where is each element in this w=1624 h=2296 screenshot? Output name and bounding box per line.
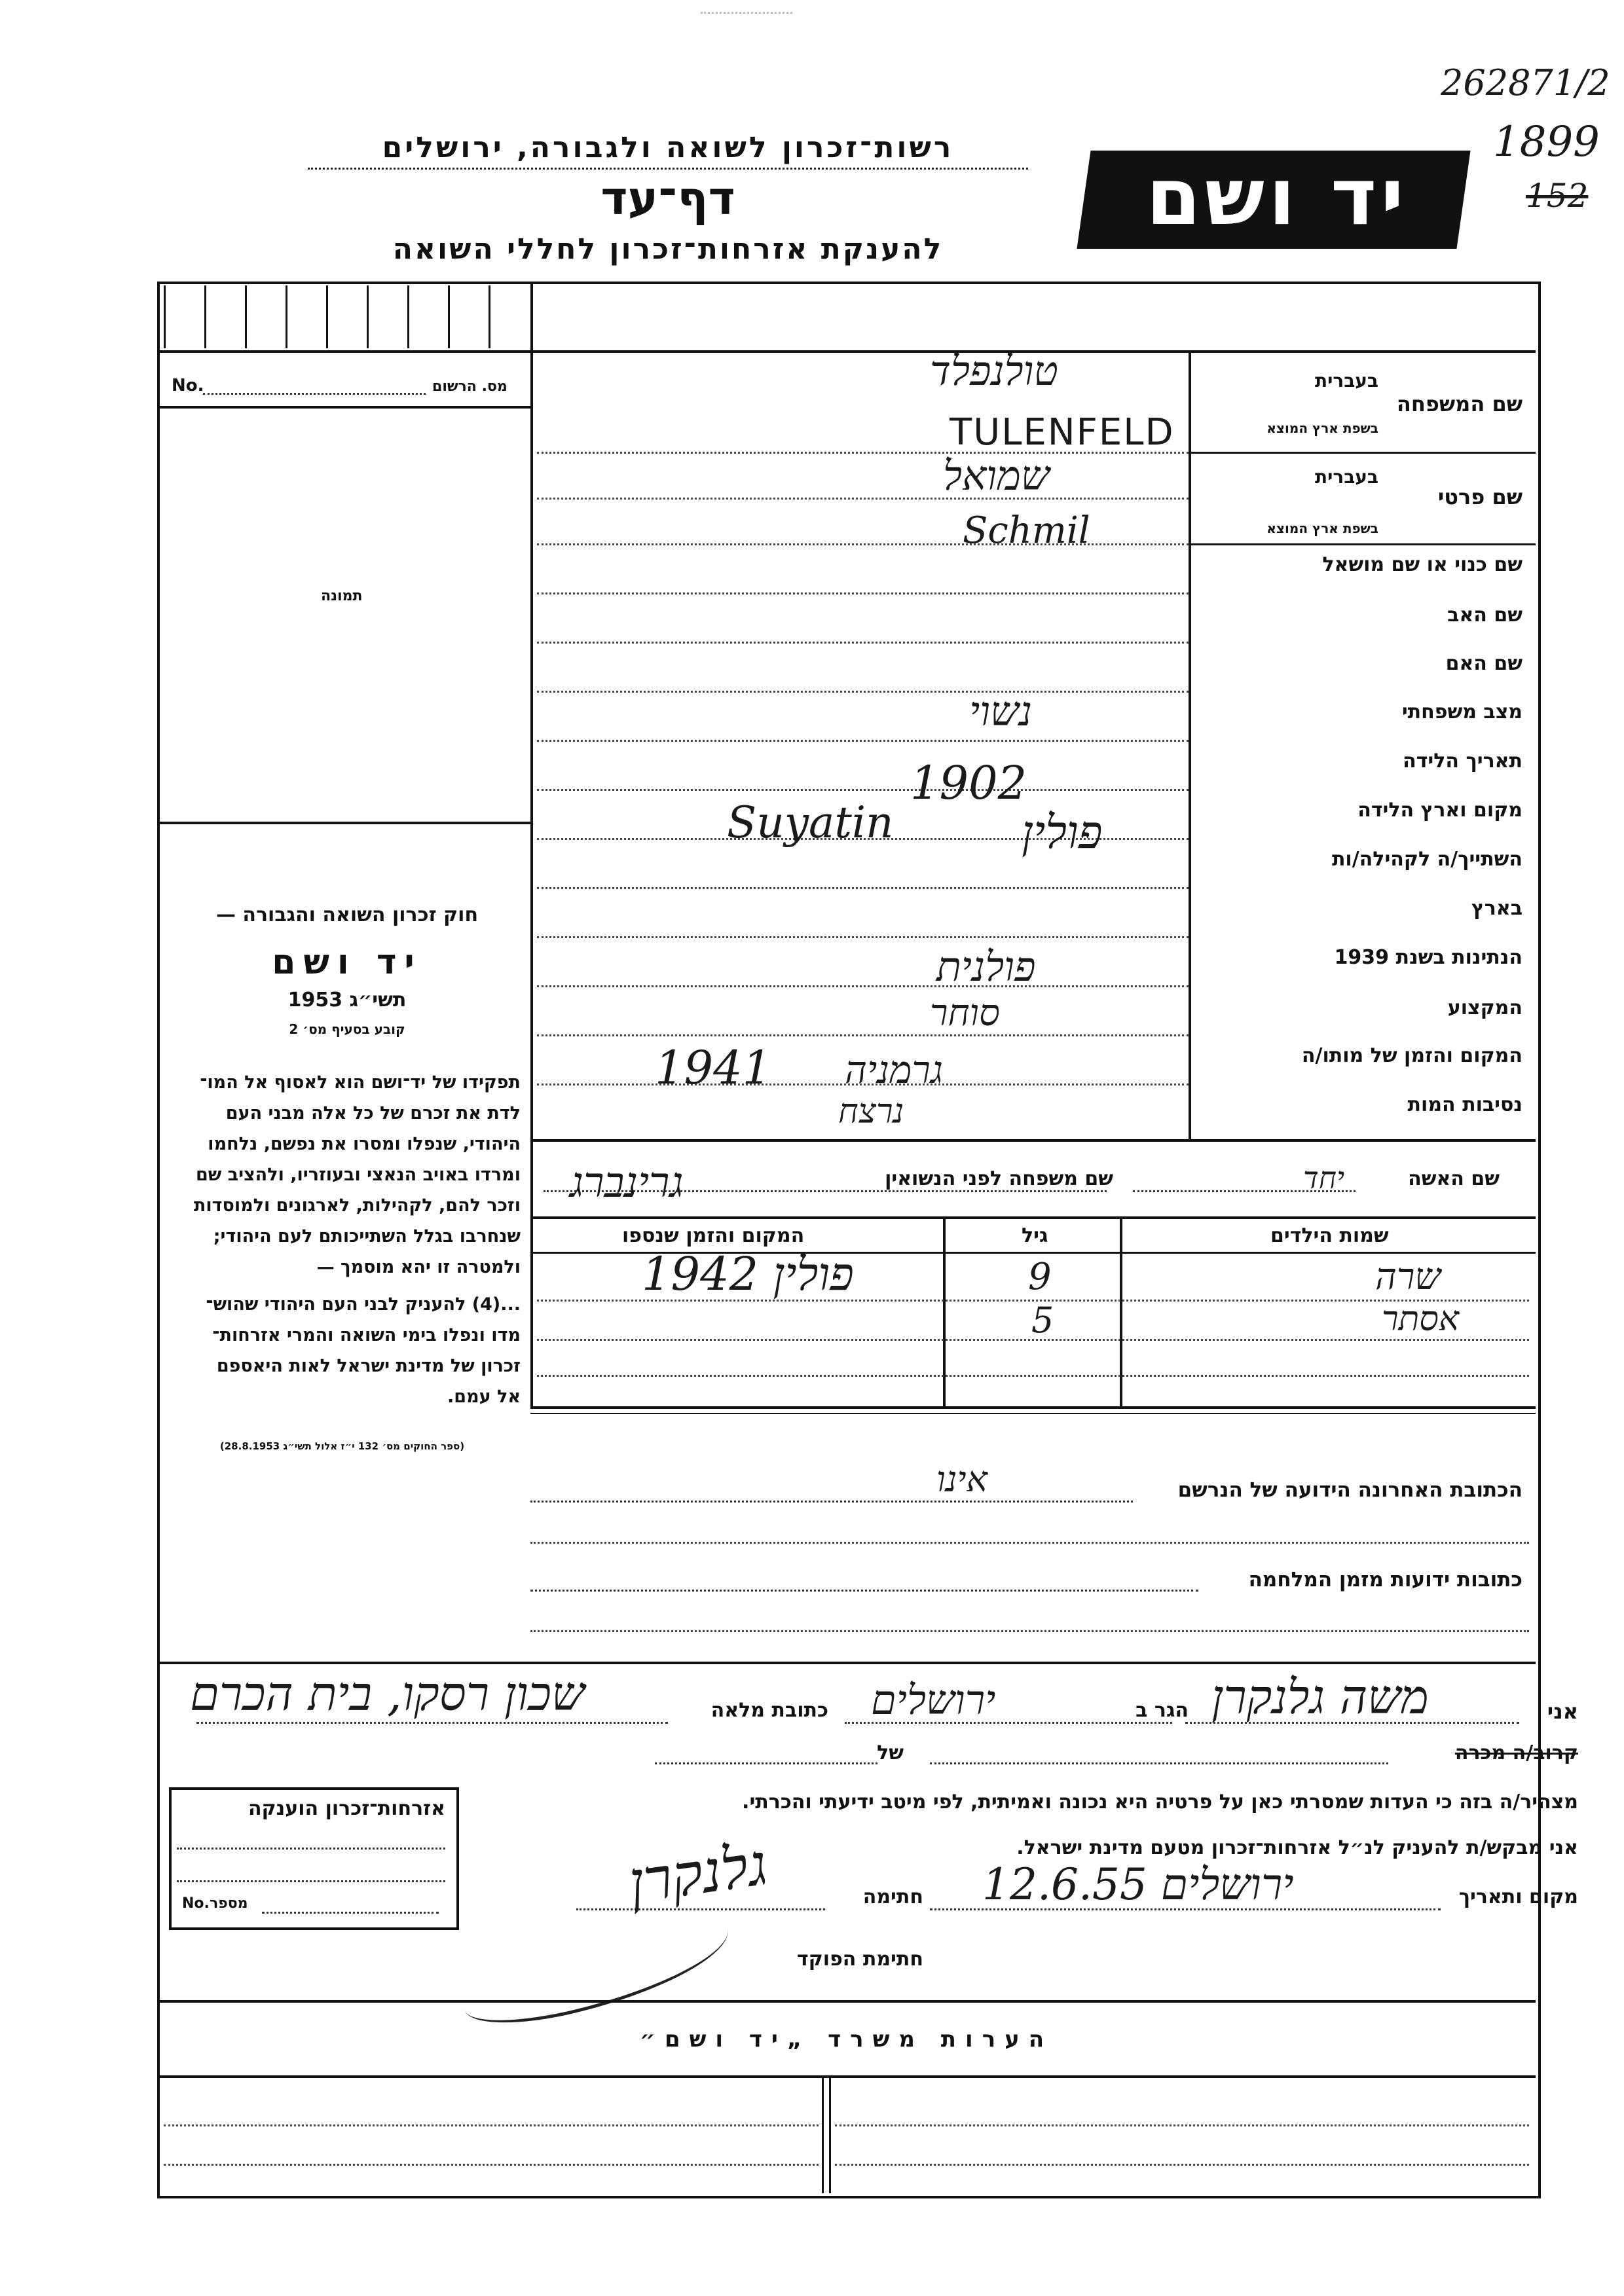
law-reference: (ספר החוקים מס׳ 132 י״ז אלול תשי״ג 28.8.1953) xyxy=(219,1440,465,1452)
office-notes-label: הערות משרד „יד ושם״ xyxy=(639,2026,1054,2052)
death-label: המקום והזמן של מותו/ה xyxy=(1301,1044,1522,1067)
wife-label: שם האשה xyxy=(1408,1167,1500,1190)
father-label: שם האב xyxy=(1447,604,1522,627)
declarant-i-label: אני xyxy=(1547,1699,1578,1724)
relation-label: קרוב/ה מכרה xyxy=(1454,1741,1578,1764)
birthdate-value: 1902 xyxy=(910,756,1027,810)
last-address-value: אינו xyxy=(936,1459,987,1500)
relation-dots xyxy=(930,1762,1388,1764)
first-name-in-hebrew: בעברית xyxy=(1314,466,1378,488)
wartime-address-label: כתובות ידועות מזמן המלחמה xyxy=(1248,1568,1522,1592)
profession-label: המקצוע xyxy=(1447,996,1522,1019)
law-title: חוק זכרון השואה והגבורה — xyxy=(215,903,479,926)
wife-value: יחד xyxy=(1303,1160,1345,1195)
declarant-signature: גלנקרן xyxy=(624,1830,771,1917)
circumstances-label: נסיבות המות xyxy=(1407,1093,1522,1116)
last-address-dots xyxy=(530,1501,1133,1503)
child-name: אסתר xyxy=(1382,1300,1460,1339)
law-line: אל עמם. xyxy=(447,1387,521,1407)
scan-mark xyxy=(701,12,792,20)
child-name: שרה xyxy=(1375,1256,1441,1298)
declarant-full-address: שכון רסקו, בית הכרם xyxy=(190,1666,585,1721)
corner-number-1: 262871/2 xyxy=(1441,62,1610,103)
community-label: השתייך/ה לקהילה/ות xyxy=(1331,848,1522,871)
page-subtitle: להענקת אזרחות־זכרון לחללי השואה xyxy=(392,232,944,266)
page-title: דף־עד xyxy=(600,172,735,225)
marital-value: נשוי xyxy=(969,687,1033,735)
law-line: ...(4) להעניק לבני העם היהודי שהוש־ xyxy=(206,1294,521,1315)
birthplace-label: מקום וארץ הלידה xyxy=(1357,799,1522,822)
memorial-box-line xyxy=(177,1880,445,1882)
of-label: של xyxy=(877,1741,904,1764)
first-name-hebrew-value: שמואל xyxy=(943,452,1050,500)
children-names-header: שמות הילדים xyxy=(1270,1224,1389,1247)
family-name-hebrew-value: טולנפלד xyxy=(930,347,1058,395)
children-age-header: גיל xyxy=(1022,1224,1048,1247)
yad-vashem-logo-text: יד ושם xyxy=(1146,152,1408,243)
child-age: 5 xyxy=(1031,1300,1054,1341)
last-address-label: הכתובת האחרונה הידועה של הנרשם xyxy=(1177,1478,1522,1502)
reg-no-label: מס. הרשום xyxy=(432,378,507,395)
memorial-box-no: No. xyxy=(182,1895,210,1912)
request-text: אני מבקש/ת להעניק לנ״ל אזרחות־זכרון מטעם מדינת ישראל. xyxy=(1016,1836,1578,1859)
authority-name: רשות־זכרון לשואה ולגבורה, ירושלים xyxy=(382,131,954,164)
memorial-box-number-label: מספר xyxy=(210,1895,248,1912)
officer-signature-label: חתימת הפוקד xyxy=(797,1948,923,1971)
nickname-label: שם כנוי או שם מושאל xyxy=(1322,553,1522,576)
reg-no-prefix: No. xyxy=(172,376,204,395)
law-line: תפקידו של יד־ושם הוא לאסוף אל המו־ xyxy=(200,1072,521,1093)
family-name-in-hebrew: בעברית xyxy=(1314,370,1378,392)
law-line: היהודי, שנפלו ומסרו את נפשם, נלחמו xyxy=(208,1134,521,1154)
maiden-name-value: גרינברג xyxy=(570,1159,684,1207)
photo-label: תמונה xyxy=(321,588,363,604)
child-where: 1942 פולין xyxy=(642,1247,854,1301)
family-name-label: שם המשפחה xyxy=(1396,392,1522,416)
birthplace-country-value: פולין xyxy=(1022,805,1103,859)
family-name-origin-value: TULENFELD xyxy=(950,411,1175,454)
birthplace-value: Suyatin xyxy=(727,797,894,848)
memorial-box-title: אזרחות־זכרון הוענקה xyxy=(248,1797,445,1820)
family-name-in-origin: בשפת ארץ המוצא xyxy=(1266,420,1378,436)
law-line: וזכר להם, לקהילות, לארגונים ולמוסדות xyxy=(193,1195,521,1216)
birthdate-label: תאריך הלידה xyxy=(1403,750,1522,773)
first-name-in-origin: בשפת ארץ המוצא xyxy=(1266,520,1378,536)
law-line: ומרדו באויב הנאצי ובעוזריו, ולהציב שם xyxy=(195,1165,521,1185)
mother-label: שם האם xyxy=(1445,652,1522,675)
death-place-value: גרמניה xyxy=(845,1048,944,1092)
law-text xyxy=(164,1067,521,1412)
authority-underline xyxy=(308,168,1028,170)
death-circumstances-value: נרצח xyxy=(838,1092,904,1131)
child-age: 9 xyxy=(1028,1256,1052,1298)
law-clause: קובע בסעיף מס׳ 2 xyxy=(289,1021,405,1037)
memorial-box-number-dots xyxy=(262,1912,439,1914)
law-line: שנחרבו בגלל השתייכותם לעם היהודי; xyxy=(213,1226,521,1247)
of-dots xyxy=(655,1762,877,1764)
law-year: תשי״ג 1953 xyxy=(287,989,407,1011)
profession-value: סוחר xyxy=(930,992,1000,1034)
country-label: בארץ xyxy=(1471,897,1522,920)
place-date-label: מקום ותאריך xyxy=(1458,1886,1578,1908)
corner-number-3: 152 xyxy=(1526,177,1589,215)
signature-label: חתימה xyxy=(862,1886,923,1908)
children-where-header: המקום והזמן שנספו xyxy=(622,1224,805,1247)
marital-label: מצב משפחתי xyxy=(1401,701,1522,723)
law-line: זכרון של מדינת ישראל לאות היאספם xyxy=(216,1356,521,1376)
wartime-address-dots xyxy=(530,1590,1198,1592)
place-date-value: ירושלים 12.6.55 xyxy=(982,1859,1294,1910)
memorial-box-line xyxy=(177,1848,445,1850)
citizenship-label: הנתינות בשנת 1939 xyxy=(1334,946,1522,969)
full-address-dots xyxy=(196,1722,668,1724)
declarant-name: משה גלנקרן xyxy=(1211,1669,1429,1724)
death-year-value: 1941 xyxy=(655,1041,772,1095)
law-line: ולמטרה זו יהא מוסמך — xyxy=(316,1257,521,1277)
full-address-label: כתובת מלאה xyxy=(710,1699,828,1722)
corner-number-2: 1899 xyxy=(1493,118,1600,166)
first-name-label: שם פרטי xyxy=(1437,484,1522,509)
declarant-city: ירושלים xyxy=(871,1676,996,1724)
law-line: מדו ונפלו בימי השואה והמרי אזרחות־ xyxy=(212,1325,521,1345)
declare-text: מצהיר/ה בזה כי העדות שמסרתי כאן על פרטיה היא נכונה ואמיתית, לפי מיטב ידיעתי והכרתי. xyxy=(742,1791,1578,1813)
law-line: לדת את זכרם של כל אלה מבני העם xyxy=(225,1103,521,1123)
code-boxes xyxy=(164,285,527,348)
reg-no-dots xyxy=(203,393,426,395)
maiden-name-label: שם משפחה לפני הנשואין xyxy=(885,1167,1113,1190)
citizenship-value: פולנית xyxy=(936,943,1036,991)
lives-label: הגר ב xyxy=(1135,1699,1189,1722)
law-name: יד ושם xyxy=(272,943,422,982)
first-name-origin-value: Schmil xyxy=(963,509,1090,552)
